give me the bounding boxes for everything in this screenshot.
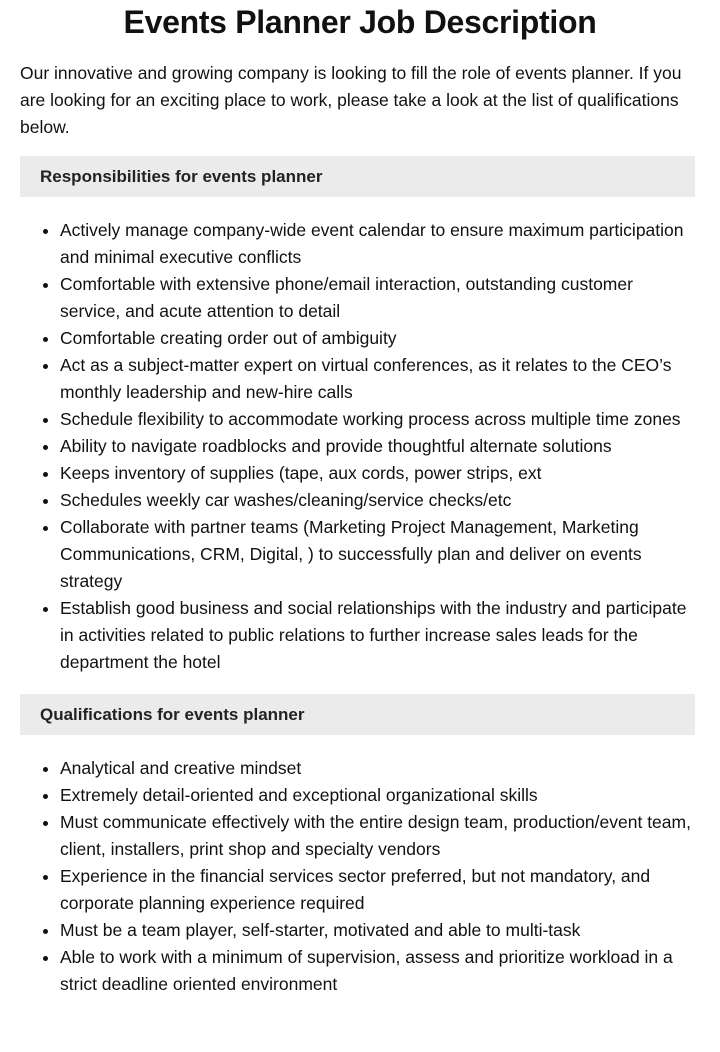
qualifications-heading: Qualifications for events planner [20, 694, 695, 735]
list-item: • Must be a team player, self-starter, motivated and able to multi-task [60, 917, 695, 944]
list-item: • Schedule flexibility to accommodate working process across multiple time zones [60, 406, 695, 433]
list-item: • Collaborate with partner teams (Marketing Project Management, Marketing Communications, CRM, Digital, ) to successfully plan and deliver on events strategy [60, 514, 695, 595]
responsibilities-list [20, 217, 695, 676]
list-item: • Act as a subject-matter expert on virtual conferences, as it relates to the CEO’s monthly leadership and new-hire calls [60, 352, 695, 406]
intro-paragraph: Our innovative and growing company is looking to fill the role of events planner. If you are looking for an exciting place to work, please take a look at the list of qualifications below. [20, 63, 682, 137]
list-item: • Ability to navigate roadblocks and provide thoughtful alternate solutions [60, 433, 695, 460]
list-item: • Able to work with a minimum of supervision, assess and prioritize workload in a strict deadline oriented environment [60, 944, 695, 998]
list-item: • Extremely detail-oriented and exceptional organizational skills [60, 782, 695, 809]
list-item: • Keeps inventory of supplies (tape, aux cords, power strips, ext [60, 460, 695, 487]
list-item: • Establish good business and social relationships with the industry and participate in activities related to public relations to further increase sales leads for the department the hotel [60, 595, 695, 676]
list-item: • Must communicate effectively with the entire design team, production/event team, client, installers, print shop and specialty vendors [60, 809, 695, 863]
list-item: • Analytical and creative mindset [60, 755, 695, 782]
list-item: • Comfortable with extensive phone/email interaction, outstanding customer service, and acute attention to detail [60, 271, 695, 325]
list-item: • Experience in the financial services sector preferred, but not mandatory, and corporate planning experience required [60, 863, 695, 917]
responsibilities-heading: Responsibilities for events planner [20, 156, 695, 197]
list-item: • Actively manage company-wide event calendar to ensure maximum participation and minimal executive conflicts [60, 217, 695, 271]
page-title: Events Planner Job Description [123, 4, 597, 40]
qualifications-list [20, 755, 695, 998]
list-item: • Comfortable creating order out of ambiguity [60, 325, 695, 352]
list-item: • Schedules weekly car washes/cleaning/service checks/etc [60, 487, 695, 514]
